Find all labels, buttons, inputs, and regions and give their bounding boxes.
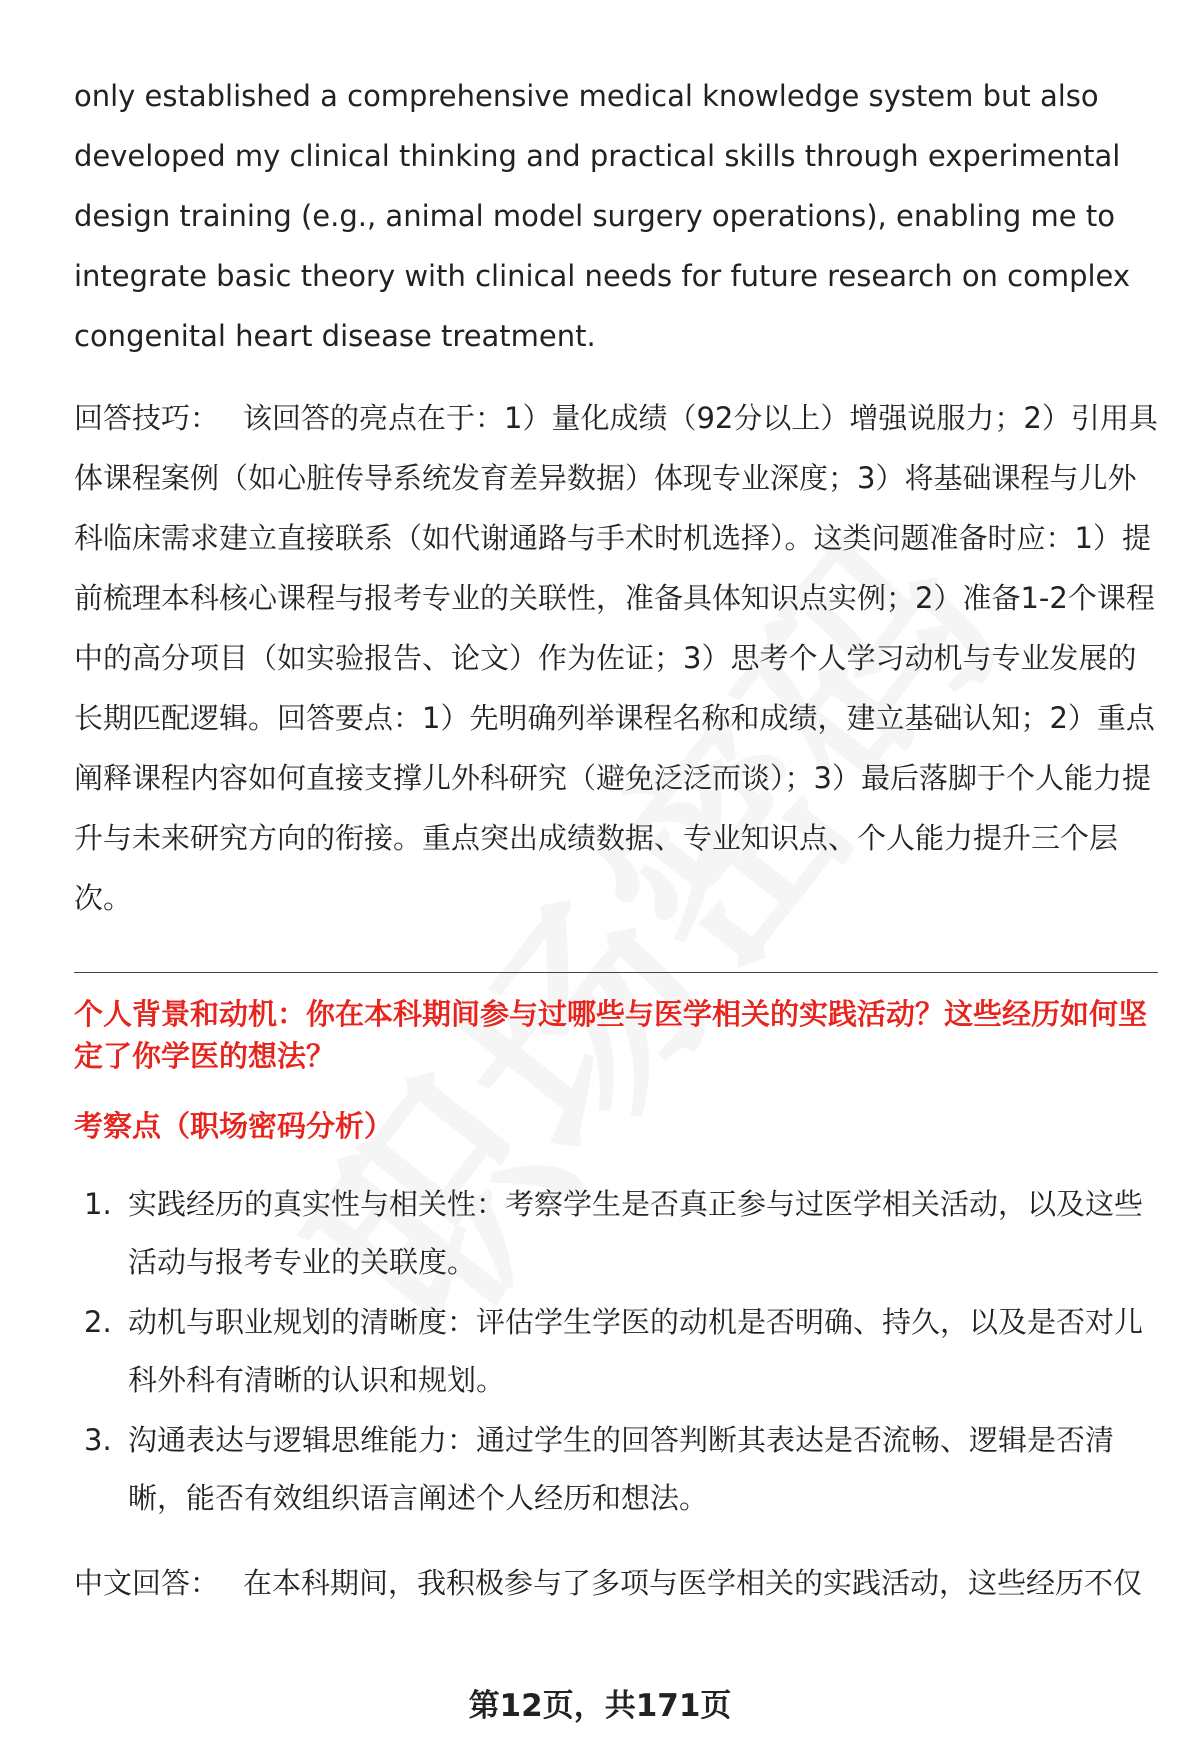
tips-label: 回答技巧： [74,401,220,435]
list-item [74,1411,1158,1527]
tips-text: 该回答的亮点在于：1）量化成绩（92分以上）增强说服力；2）引用具体课程案例（如心脏传导系统发育差异数据）体现专业深度；3）将基础课程与儿外科临床需求建立直接联系（如代谢通路与手术时机选择）。这类问题准备时应：1）提前梳理本科核心课程与报考专业的关联性，准备具体知识点实例；2）准备1-2个课程中的高分项目（如实验报告、论文）作为佐证；3）思考个人学习动机与专业发展的长期匹配逻辑。回答要点：1）先明确列举课程名称和成绩，建立基础认知；2）重点阐释课程内容如何直接支撑儿外科研究（避免泛泛而谈）；3）最后落脚于个人能力提升与未来研究方向的衔接。重点突出成绩数据、专业知识点、个人能力提升三个层次。 [74,401,1158,915]
section-divider [74,972,1158,973]
list-item [74,1175,1158,1291]
tips-paragraph [74,388,1158,928]
list-item-number: 1. [84,1187,112,1221]
list-item [74,1293,1158,1409]
list-item-number: 3. [84,1423,112,1457]
list-item-number: 2. [84,1305,112,1339]
list-item-text: 实践经历的真实性与相关性：考察学生是否真正参与过医学相关活动，以及这些活动与报考专业的关联度。 [128,1187,1144,1279]
answer-paragraph [74,1553,1158,1613]
analysis-points-list [74,1175,1158,1527]
page-number-footer: 第12页，共171页 [468,1688,732,1724]
page-content [74,66,1158,1613]
list-item-text: 动机与职业规划的清晰度：评估学生学医的动机是否明确、持久，以及是否对儿科外科有清晰的认识和规划。 [128,1305,1144,1397]
answer-text: 在本科期间，我积极参与了多项与医学相关的实践活动，这些经历不仅 [243,1566,1143,1600]
question-heading: 个人背景和动机：你在本科期间参与过哪些与医学相关的实践活动？这些经历如何坚定了你学医的想法？ [74,997,1148,1073]
answer-label: 中文回答： [74,1566,220,1600]
list-item-text: 沟通表达与逻辑思维能力：通过学生的回答判断其表达是否流畅、逻辑是否清晰，能否有效组织语言阐述个人经历和想法。 [128,1423,1115,1515]
intro-paragraph: only established a comprehensive medical knowledge system but also developed my clinical thinking and practical skills through experimental design training (e.g., animal model surgery operations), enabling me to integrate basic theory with clinical needs for future research on complex congenital heart disease treatment. [74,79,1131,353]
analysis-subheading: 考察点（职场密码分析） [74,1109,394,1143]
